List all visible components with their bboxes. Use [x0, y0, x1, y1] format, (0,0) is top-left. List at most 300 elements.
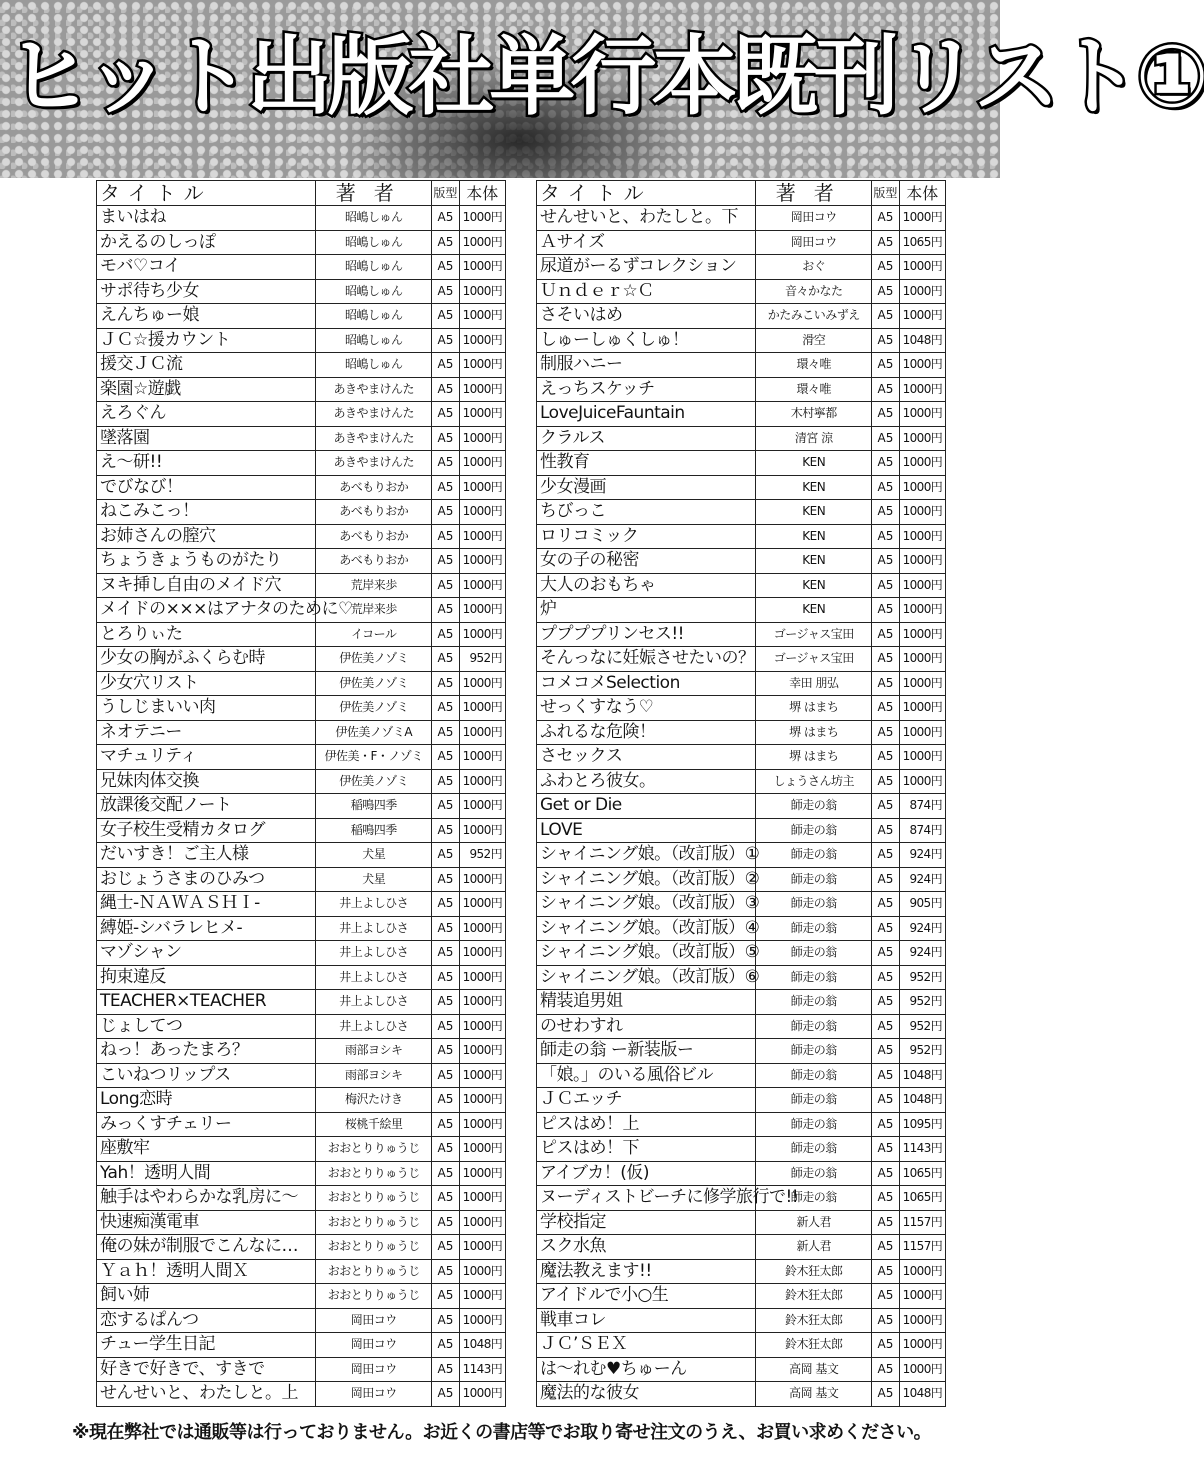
book-author: あきやまけんた [316, 402, 432, 427]
book-price: 1000円 [459, 892, 505, 917]
book-title: シャイニング娘。（改訂版）③ [537, 892, 756, 917]
book-format: A5 [872, 1112, 899, 1137]
book-author: 昭嶋しゅん [316, 255, 432, 280]
book-format: A5 [432, 1284, 459, 1309]
book-format: A5 [432, 255, 459, 280]
book-format: A5 [872, 426, 899, 451]
book-format: A5 [432, 451, 459, 476]
book-price: 1000円 [459, 598, 505, 623]
table-row [97, 1186, 506, 1211]
book-author: あきやまけんた [316, 426, 432, 451]
book-price: 1000円 [459, 1137, 505, 1162]
book-author: 師走の翁 [756, 843, 872, 868]
book-format: A5 [432, 304, 459, 329]
book-author: 堺 はまち [756, 720, 872, 745]
book-author: 新人君 [756, 1235, 872, 1260]
book-author: おおとりりゅうじ [316, 1259, 432, 1284]
book-format: A5 [872, 622, 899, 647]
book-format: A5 [432, 647, 459, 672]
table-row [97, 328, 506, 353]
book-title: ヌーディストビーチに修学旅行で!! [537, 1186, 756, 1211]
book-format: A5 [872, 573, 899, 598]
table-row [537, 1210, 946, 1235]
table-row [537, 647, 946, 672]
book-author: 滑空 [756, 328, 872, 353]
book-title: 女子校生受精カタログ [97, 818, 316, 843]
book-title: 学校指定 [537, 1210, 756, 1235]
book-table-left-body [97, 206, 506, 1407]
book-title: かえるのしっぽ [97, 230, 316, 255]
book-author: 伊佐美ノゾミ [316, 769, 432, 794]
book-title: せっくすなう♡ [537, 696, 756, 721]
book-format: A5 [872, 500, 899, 525]
book-price: 1048円 [899, 328, 945, 353]
book-title: ピスはめ！上 [537, 1112, 756, 1137]
table-row [537, 794, 946, 819]
table-row [97, 696, 506, 721]
table-row [97, 500, 506, 525]
book-author: 岡田コウ [316, 1333, 432, 1358]
book-title: シャイニング娘。（改訂版）⑤ [537, 941, 756, 966]
book-title: とろりぃた [97, 622, 316, 647]
book-format: A5 [432, 279, 459, 304]
table-row [537, 965, 946, 990]
book-price: 1000円 [459, 279, 505, 304]
book-price: 952円 [459, 843, 505, 868]
book-price: 1000円 [899, 671, 945, 696]
book-title: 放課後交配ノート [97, 794, 316, 819]
book-price: 1157円 [899, 1235, 945, 1260]
book-format: A5 [432, 328, 459, 353]
book-author: 師走の翁 [756, 794, 872, 819]
book-price: 1000円 [899, 647, 945, 672]
table-row [537, 475, 946, 500]
table-row [537, 1039, 946, 1064]
book-price: 924円 [899, 843, 945, 868]
table-row [97, 892, 506, 917]
book-author: しょうさん坊主 [756, 769, 872, 794]
book-title: 兄妹肉体交換 [97, 769, 316, 794]
book-format: A5 [872, 206, 899, 231]
book-price: 1000円 [459, 1186, 505, 1211]
book-author: 師走の翁 [756, 990, 872, 1015]
table-row [97, 916, 506, 941]
book-author: 昭嶋しゅん [316, 230, 432, 255]
book-title: LoveJuiceFauntain [537, 402, 756, 427]
table-header-row [537, 181, 946, 206]
book-format: A5 [432, 1161, 459, 1186]
book-author: 岡田コウ [316, 1382, 432, 1407]
book-format: A5 [432, 1186, 459, 1211]
book-author: 鈴木狂太郎 [756, 1308, 872, 1333]
table-row [97, 622, 506, 647]
table-row [97, 598, 506, 623]
book-price: 1000円 [459, 1382, 505, 1407]
column-header-price: 本体 [899, 181, 945, 206]
book-title: 性教育 [537, 451, 756, 476]
book-price: 1000円 [459, 818, 505, 843]
book-list [96, 180, 946, 1415]
book-title: サポ待ち少女 [97, 279, 316, 304]
book-title: えっちスケッチ [537, 377, 756, 402]
book-author: KEN [756, 549, 872, 574]
book-author: 梅沢たけき [316, 1088, 432, 1113]
book-format: A5 [872, 843, 899, 868]
book-author: おおとりりゅうじ [316, 1186, 432, 1211]
table-row [97, 1259, 506, 1284]
book-title: うしじまいい肉 [97, 696, 316, 721]
table-row [537, 867, 946, 892]
book-title: 縛姫-シバラレヒメ- [97, 916, 316, 941]
book-title: せんせいと、わたしと。下 [537, 206, 756, 231]
book-author: 師走の翁 [756, 1014, 872, 1039]
table-row [537, 622, 946, 647]
book-format: A5 [432, 1088, 459, 1113]
book-title: Ｙａｈ！透明人間Ｘ [97, 1259, 316, 1284]
table-row [97, 745, 506, 770]
book-author: 師走の翁 [756, 965, 872, 990]
book-author: KEN [756, 451, 872, 476]
book-table-right-body [537, 206, 946, 1407]
book-price: 1000円 [459, 1161, 505, 1186]
book-author: KEN [756, 475, 872, 500]
book-title: だいすき！ご主人様 [97, 843, 316, 868]
table-row [537, 1112, 946, 1137]
book-author: 環々唯 [756, 377, 872, 402]
table-row [97, 475, 506, 500]
table-row [97, 647, 506, 672]
book-title: ちょうきょうものがたり [97, 549, 316, 574]
book-author: おおとりりゅうじ [316, 1161, 432, 1186]
table-row [537, 524, 946, 549]
book-format: A5 [872, 1063, 899, 1088]
book-title: アイドルで小○生 [537, 1284, 756, 1309]
book-author: おおとりりゅうじ [316, 1235, 432, 1260]
book-author: 岡田コウ [316, 1357, 432, 1382]
book-format: A5 [432, 1308, 459, 1333]
book-title: 触手はやわらかな乳房に～ [97, 1186, 316, 1211]
book-price: 1000円 [899, 377, 945, 402]
book-title: 魔法的な彼女 [537, 1382, 756, 1407]
book-title: シャイニング娘。（改訂版）① [537, 843, 756, 868]
book-format: A5 [872, 549, 899, 574]
book-format: A5 [432, 622, 459, 647]
book-title: 魔法教えます!! [537, 1259, 756, 1284]
book-title: 縄士-ＮＡＷＡＳＨＩ- [97, 892, 316, 917]
book-format: A5 [432, 1333, 459, 1358]
book-format: A5 [872, 377, 899, 402]
book-author: おおとりりゅうじ [316, 1137, 432, 1162]
book-author: 堺 はまち [756, 696, 872, 721]
book-price: 1000円 [899, 279, 945, 304]
book-format: A5 [432, 696, 459, 721]
book-price: 905円 [899, 892, 945, 917]
book-title: せんせいと、わたしと。上 [97, 1382, 316, 1407]
book-author: 昭嶋しゅん [316, 304, 432, 329]
book-price: 1000円 [459, 328, 505, 353]
book-price: 1000円 [459, 475, 505, 500]
book-format: A5 [432, 1063, 459, 1088]
book-author: 師走の翁 [756, 1088, 872, 1113]
book-author: 荒岸来歩 [316, 598, 432, 623]
book-format: A5 [432, 990, 459, 1015]
book-price: 1000円 [899, 500, 945, 525]
book-format: A5 [432, 1137, 459, 1162]
book-author: イコール [316, 622, 432, 647]
book-price: 1000円 [459, 720, 505, 745]
book-format: A5 [872, 794, 899, 819]
book-author: 稲鳴四季 [316, 794, 432, 819]
book-price: 1000円 [459, 990, 505, 1015]
book-author: 師走の翁 [756, 1039, 872, 1064]
book-author: 師走の翁 [756, 1112, 872, 1137]
book-format: A5 [872, 1210, 899, 1235]
book-title: 墜落園 [97, 426, 316, 451]
book-format: A5 [432, 573, 459, 598]
book-title: えろぐん [97, 402, 316, 427]
book-author: 師走の翁 [756, 1186, 872, 1211]
book-title: 拘束違反 [97, 965, 316, 990]
book-price: 1000円 [459, 745, 505, 770]
book-price: 1000円 [459, 1063, 505, 1088]
book-title: 飼い姉 [97, 1284, 316, 1309]
table-row [537, 1382, 946, 1407]
book-price: 1000円 [899, 304, 945, 329]
book-price: 1000円 [459, 304, 505, 329]
book-price: 1000円 [459, 500, 505, 525]
book-price: 1000円 [459, 671, 505, 696]
book-title: シャイニング娘。（改訂版）④ [537, 916, 756, 941]
book-format: A5 [432, 745, 459, 770]
book-format: A5 [432, 377, 459, 402]
column-header-format: 版型 [432, 181, 459, 206]
book-price: 1000円 [899, 622, 945, 647]
table-row [537, 941, 946, 966]
book-format: A5 [432, 475, 459, 500]
table-row [97, 843, 506, 868]
book-format: A5 [872, 745, 899, 770]
book-author: 昭嶋しゅん [316, 328, 432, 353]
book-author: 昭嶋しゅん [316, 279, 432, 304]
book-price: 1048円 [899, 1382, 945, 1407]
book-price: 1000円 [899, 720, 945, 745]
column-header-price: 本体 [459, 181, 505, 206]
book-price: 1048円 [899, 1088, 945, 1113]
column-header-title: タイトル [537, 181, 756, 206]
table-row [97, 1137, 506, 1162]
book-author: 伊佐美・F・ノゾミ [316, 745, 432, 770]
book-title: ＪＣ☆援カウント [97, 328, 316, 353]
book-title: 女の子の秘密 [537, 549, 756, 574]
book-title: ネオテニー [97, 720, 316, 745]
book-price: 1048円 [459, 1333, 505, 1358]
book-author: 井上よしひさ [316, 941, 432, 966]
book-title: Ａサイズ [537, 230, 756, 255]
table-row [537, 426, 946, 451]
table-row [537, 1014, 946, 1039]
table-row [97, 402, 506, 427]
book-title: モバ♡コイ [97, 255, 316, 280]
table-row [97, 524, 506, 549]
book-title: ねっ！あったまろ？ [97, 1039, 316, 1064]
book-title: そんっなに妊娠させたいの？ [537, 647, 756, 672]
book-author: 昭嶋しゅん [316, 206, 432, 231]
book-price: 1000円 [899, 255, 945, 280]
table-row [97, 230, 506, 255]
column-header-format: 版型 [872, 181, 899, 206]
table-row [537, 1088, 946, 1113]
book-author: あきやまけんた [316, 451, 432, 476]
book-price: 1000円 [459, 1088, 505, 1113]
table-row [97, 1088, 506, 1113]
book-format: A5 [872, 647, 899, 672]
table-row [537, 328, 946, 353]
table-row [537, 843, 946, 868]
table-row [537, 549, 946, 574]
book-format: A5 [872, 328, 899, 353]
book-price: 1000円 [899, 524, 945, 549]
book-format: A5 [432, 524, 459, 549]
book-price: 1065円 [899, 1186, 945, 1211]
table-row [537, 1333, 946, 1358]
book-format: A5 [872, 1137, 899, 1162]
book-author: 昭嶋しゅん [316, 353, 432, 378]
book-price: 1000円 [459, 426, 505, 451]
column-header-title: タイトル [97, 181, 316, 206]
book-price: 952円 [899, 990, 945, 1015]
book-format: A5 [432, 671, 459, 696]
table-row [537, 1235, 946, 1260]
book-title: 精装追男姐 [537, 990, 756, 1015]
table-row [537, 451, 946, 476]
book-author: ゴージャス宝田 [756, 647, 872, 672]
book-title: ヌキ挿し自由のメイド穴 [97, 573, 316, 598]
book-author: 犬星 [316, 843, 432, 868]
book-format: A5 [432, 1039, 459, 1064]
book-price: 1000円 [459, 1112, 505, 1137]
book-author: 岡田コウ [316, 1308, 432, 1333]
table-row [537, 671, 946, 696]
book-title: メイドの×××はアナタのために♡ [97, 598, 316, 623]
table-row [537, 1186, 946, 1211]
book-format: A5 [432, 1210, 459, 1235]
book-format: A5 [872, 279, 899, 304]
book-author: 井上よしひさ [316, 965, 432, 990]
table-row [537, 598, 946, 623]
book-title: 少女漫画 [537, 475, 756, 500]
book-title: 恋するぱんつ [97, 1308, 316, 1333]
book-format: A5 [432, 1259, 459, 1284]
book-format: A5 [872, 1357, 899, 1382]
table-row [537, 745, 946, 770]
table-row [97, 1161, 506, 1186]
book-title: ふわとろ彼女。 [537, 769, 756, 794]
book-title: えんちゅー娘 [97, 304, 316, 329]
table-row [537, 500, 946, 525]
book-price: 1000円 [899, 573, 945, 598]
book-title: 制服ハニー [537, 353, 756, 378]
table-row [97, 1382, 506, 1407]
table-row [97, 990, 506, 1015]
book-author: 雨部ヨシキ [316, 1039, 432, 1064]
book-price: 952円 [899, 1014, 945, 1039]
book-author: 荒岸来歩 [316, 573, 432, 598]
book-author: 環々唯 [756, 353, 872, 378]
book-price: 1000円 [459, 1284, 505, 1309]
book-author: 木村寧都 [756, 402, 872, 427]
book-table-left [96, 180, 506, 1407]
book-title: マチュリティ [97, 745, 316, 770]
table-row [97, 1235, 506, 1260]
book-price: 1000円 [459, 524, 505, 549]
book-format: A5 [872, 990, 899, 1015]
book-price: 1000円 [899, 1308, 945, 1333]
table-row [97, 206, 506, 231]
table-row [97, 671, 506, 696]
table-row [97, 1063, 506, 1088]
book-title: スク水魚 [537, 1235, 756, 1260]
book-title: 師走の翁 ー新装版ー [537, 1039, 756, 1064]
book-author: 犬星 [316, 867, 432, 892]
book-title: しゅーしゅくしゅ！ [537, 328, 756, 353]
table-row [537, 377, 946, 402]
table-row [97, 255, 506, 280]
book-author: 岡田コウ [756, 206, 872, 231]
book-title: 快速痴漢電車 [97, 1210, 316, 1235]
book-format: A5 [872, 402, 899, 427]
book-author: 師走の翁 [756, 818, 872, 843]
book-price: 1000円 [459, 941, 505, 966]
table-row [537, 916, 946, 941]
book-format: A5 [872, 916, 899, 941]
table-row [537, 353, 946, 378]
book-format: A5 [432, 867, 459, 892]
table-row [97, 1112, 506, 1137]
book-title: 少女の胸がふくらむ時 [97, 647, 316, 672]
table-row [97, 818, 506, 843]
book-price: 1000円 [459, 1039, 505, 1064]
book-title: おじょうさまのひみつ [97, 867, 316, 892]
book-price: 1000円 [459, 206, 505, 231]
book-title: ねこみこっ！ [97, 500, 316, 525]
book-title: こいねつリップス [97, 1063, 316, 1088]
book-title: 炉 [537, 598, 756, 623]
book-table-right [536, 180, 946, 1407]
book-format: A5 [872, 1161, 899, 1186]
book-price: 924円 [899, 916, 945, 941]
book-author: あべもりおか [316, 549, 432, 574]
book-author: 師走の翁 [756, 1161, 872, 1186]
book-author: 師走の翁 [756, 1137, 872, 1162]
book-title: 援交ＪＣ流 [97, 353, 316, 378]
book-format: A5 [872, 353, 899, 378]
book-format: A5 [872, 696, 899, 721]
book-format: A5 [872, 255, 899, 280]
book-format: A5 [872, 671, 899, 696]
book-format: A5 [432, 206, 459, 231]
book-title: 少女穴リスト [97, 671, 316, 696]
table-row [537, 206, 946, 231]
book-author: 伊佐美ノゾミ [316, 647, 432, 672]
table-row [97, 867, 506, 892]
column-header-author: 著者 [316, 181, 432, 206]
book-price: 1000円 [899, 1284, 945, 1309]
book-format: A5 [872, 1284, 899, 1309]
book-title: は～れむ♥ちゅーん [537, 1357, 756, 1382]
book-price: 1000円 [459, 867, 505, 892]
table-row [537, 279, 946, 304]
book-title: ロリコミック [537, 524, 756, 549]
